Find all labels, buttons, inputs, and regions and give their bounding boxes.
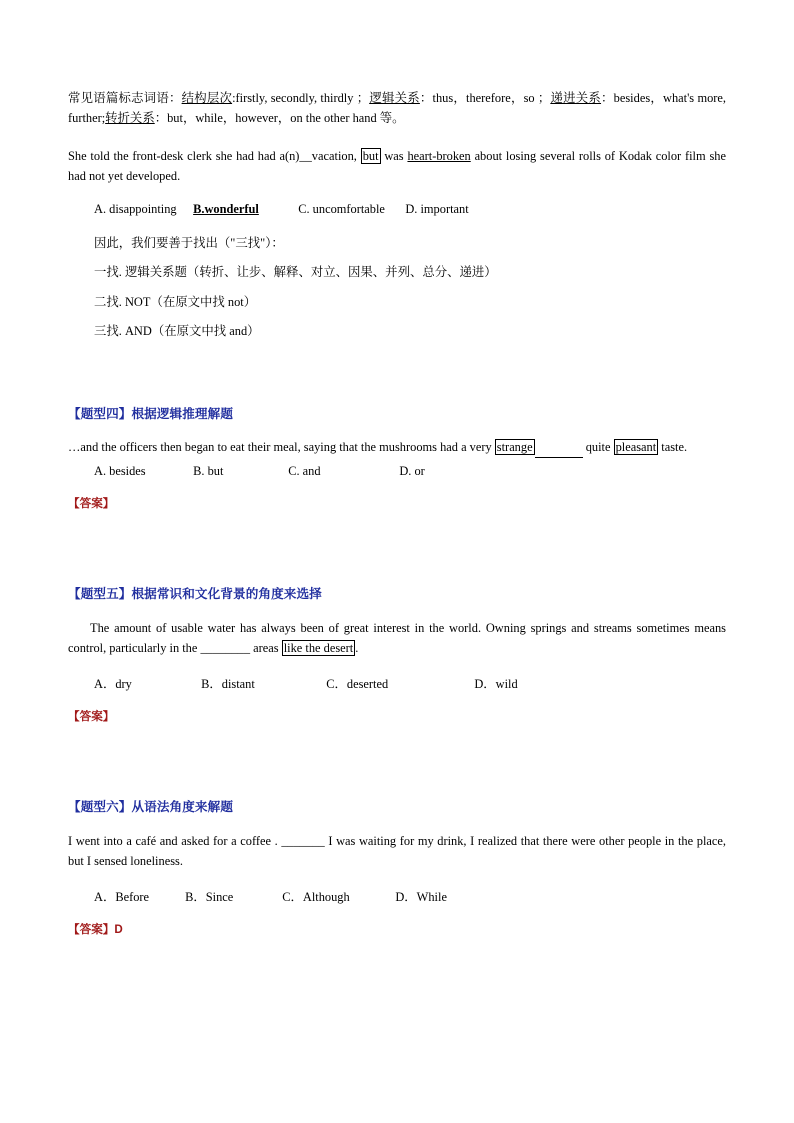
strategy-item-1: 一找. 逻辑关系题（转折、让步、解释、对立、因果、并列、总分、递进） <box>94 265 497 280</box>
example-sentence <box>68 146 726 186</box>
example-boxed-but: but <box>362 149 379 164</box>
section-4-boxed-strange: strange <box>496 439 533 454</box>
option-d[interactable]: D. important <box>405 202 469 217</box>
section-heading-4: 【题型四】根据逻辑推理解题 <box>68 406 234 421</box>
example-text-a: She told the front-desk clerk she had had a(n)__vacation, <box>68 149 357 164</box>
section-4-text-a: …and the officers then began to eat their meal, saying that the mushrooms had a very <box>68 439 492 454</box>
intro-paragraph <box>68 88 726 128</box>
section-5-answer-label: 【答案】 <box>68 710 115 724</box>
section-6-answer-value: D <box>114 923 123 937</box>
strategy-item-2: 二找. NOT（在原文中找 not） <box>94 294 257 309</box>
example-options <box>68 202 726 217</box>
section-6-option-a[interactable]: A．Before <box>94 890 150 905</box>
section-5-option-a[interactable]: A．dry <box>94 677 132 692</box>
section-4-options <box>68 464 726 479</box>
section-4-text-c: taste. <box>661 439 688 454</box>
section-6-blank: _______ <box>281 834 325 849</box>
section-5-answer <box>68 708 726 724</box>
intro-seg4-text: ：but，while，however，on the other hand 等。 <box>154 111 405 126</box>
section-6-options <box>68 887 726 905</box>
example-underlined: heart-broken <box>407 149 471 164</box>
intro-seg1-text: :firstly, secondly, thirdly ； <box>232 91 370 105</box>
intro-seg3-label: 递进关系 <box>550 91 602 105</box>
section-4-boxed-pleasant: pleasant <box>615 439 657 454</box>
section-5-option-c[interactable]: C．deserted <box>326 677 389 692</box>
section-4-option-b[interactable]: B. but <box>193 463 224 478</box>
option-c[interactable]: C. uncomfortable <box>298 202 385 217</box>
section-5-option-d[interactable]: D．wild <box>474 677 518 692</box>
section-5-blank: ________ <box>200 641 251 656</box>
section-4-option-d[interactable]: D. or <box>399 463 425 478</box>
section-5-text-b: areas <box>253 641 279 656</box>
example-text-b: was <box>384 149 404 164</box>
section-6-option-c[interactable]: C．Although <box>282 890 350 905</box>
section-5-boxed-desert: like the desert <box>283 641 354 656</box>
intro-seg3-text: ：besides，what's more, further; <box>68 91 727 126</box>
option-b[interactable]: B.wonderful <box>193 202 259 217</box>
option-a[interactable]: A. disappointing <box>94 202 177 217</box>
section-4-text-b: quite <box>585 439 611 454</box>
strategy-item-3: 三找. AND（在原文中找 and） <box>94 323 260 338</box>
section-6-passage <box>68 831 726 871</box>
section-5-text-a: The amount of usable water has always been of great interest in the world. Owning springs and streams sometimes means control, particularly in the <box>68 620 726 656</box>
section-5-option-b[interactable]: B．distant <box>201 677 255 692</box>
intro-label: 常见语篇标志词语： <box>68 91 182 105</box>
section-heading-6: 【题型六】从语法角度来解题 <box>68 800 234 815</box>
section-4-answer-label: 【答案】 <box>68 496 115 510</box>
section-6-option-d[interactable]: D．While <box>395 890 447 905</box>
section-5-passage <box>68 618 726 658</box>
section-6-text-b: I was waiting for my drink, I realized that there were other people in the place, but I sensed loneliness. <box>68 834 726 869</box>
example-text-c: about losing several rolls of Kodak color film she had not yet developed. <box>68 149 726 184</box>
section-6-answer-label: 【答案】 <box>68 923 115 937</box>
section-6-answer <box>68 921 726 937</box>
intro-seg2-label: 逻辑关系 <box>369 91 420 105</box>
section-heading-5: 【题型五】根据常识和文化背景的角度来选择 <box>68 586 322 601</box>
section-5-text-c: . <box>355 641 359 656</box>
section-4-option-c[interactable]: C. and <box>288 463 321 478</box>
intro-seg2-text: ：thus，therefore，so ； <box>419 91 551 105</box>
section-5-options <box>68 674 726 692</box>
section-6-text-a: I went into a café and asked for a coffee . <box>68 834 278 849</box>
strategy-lead: 因此，我们要善于找出（"三找"）： <box>94 236 284 251</box>
intro-seg1-label: 结构层次 <box>181 91 233 105</box>
document-body <box>68 88 726 937</box>
intro-seg4-label: 转折关系 <box>105 111 155 126</box>
section-4-passage <box>68 438 726 458</box>
section-4-answer <box>68 495 726 511</box>
section-4-option-a[interactable]: A. besides <box>94 463 146 478</box>
section-6-option-b[interactable]: B．Since <box>185 890 234 905</box>
